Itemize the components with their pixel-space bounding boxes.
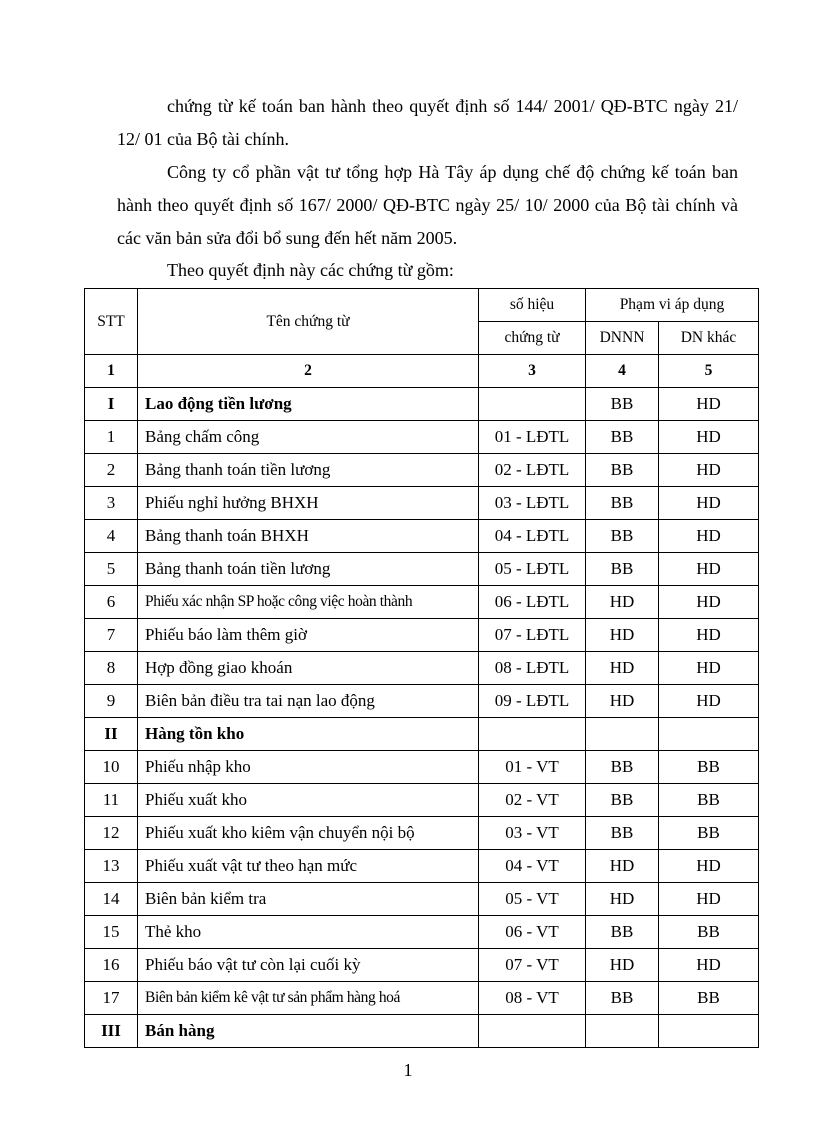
company-policy-paragraph: Công ty cổ phần vật tư tổng hợp Hà Tây áp dụng chế độ chứng kế toán ban hành theo quyết định số 167/ 2000/ QĐ-BTC ngày 25/ 10/ 2000 của Bộ tài chính và các văn bản sửa đổi bổ sung đến hết năm 2005.: [117, 162, 738, 248]
intro-paragraph-continued: chứng từ kế toán ban hành theo quyết định số 144/ 2001/ QĐ-BTC ngày 21/ 12/ 01 của Bộ tài chính.: [117, 96, 738, 149]
row-document-name: Thẻ kho: [138, 916, 479, 949]
row-dnnn-scope: BB: [586, 553, 659, 586]
row-document-code: [479, 1015, 586, 1048]
row-dn-other-scope: BB: [659, 784, 759, 817]
row-dnnn-scope: BB: [586, 487, 659, 520]
row-document-code: [479, 718, 586, 751]
row-stt: 4: [85, 520, 138, 553]
row-document-code: 04 - VT: [479, 850, 586, 883]
row-dn-other-scope: [659, 1015, 759, 1048]
row-dnnn-scope: [586, 718, 659, 751]
documents-table-body: [85, 388, 759, 1048]
row-stt: 5: [85, 553, 138, 586]
column-index-row: [85, 355, 759, 388]
row-dnnn-scope: [586, 1015, 659, 1048]
row-dn-other-scope: BB: [659, 916, 759, 949]
row-document-code: 04 - LĐTL: [479, 520, 586, 553]
row-document-name: Phiếu xác nhận SP hoặc công việc hoàn thành: [138, 586, 479, 619]
row-stt: 12: [85, 817, 138, 850]
row-document-name: Phiếu xuất vật tư theo hạn mức: [138, 850, 479, 883]
header-stt: STT: [85, 289, 138, 355]
row-dnnn-scope: BB: [586, 454, 659, 487]
row-document-code: 01 - VT: [479, 751, 586, 784]
row-document-name: Biên bản kiểm tra: [138, 883, 479, 916]
row-dnnn-scope: BB: [586, 982, 659, 1015]
index-cell: 4: [586, 355, 659, 388]
row-stt: III: [85, 1015, 138, 1048]
row-dn-other-scope: BB: [659, 751, 759, 784]
section-row: [85, 1015, 759, 1048]
row-stt: 10: [85, 751, 138, 784]
row-document-name: Biên bản kiểm kê vật tư sản phẩm hàng hoá: [138, 982, 479, 1015]
row-dn-other-scope: HD: [659, 949, 759, 982]
row-dnnn-scope: HD: [586, 949, 659, 982]
row-document-code: 07 - VT: [479, 949, 586, 982]
row-stt: 15: [85, 916, 138, 949]
row-document-name: Phiếu báo làm thêm giờ: [138, 619, 479, 652]
row-document-code: 03 - LĐTL: [479, 487, 586, 520]
row-dn-other-scope: BB: [659, 817, 759, 850]
row-document-name: Phiếu xuất kho kiêm vận chuyển nội bộ: [138, 817, 479, 850]
row-document-code: 08 - VT: [479, 982, 586, 1015]
table-row: [85, 850, 759, 883]
table-row: [85, 586, 759, 619]
header-dnnn: DNNN: [586, 322, 659, 355]
row-document-name: Lao động tiền lương: [138, 388, 479, 421]
table-row: [85, 949, 759, 982]
row-dnnn-scope: BB: [586, 784, 659, 817]
page-number: 1: [403, 1060, 413, 1080]
table-row: [85, 751, 759, 784]
row-dn-other-scope: HD: [659, 487, 759, 520]
section-row: [85, 718, 759, 751]
row-stt: 13: [85, 850, 138, 883]
table-row: [85, 421, 759, 454]
row-document-name: Phiếu xuất kho: [138, 784, 479, 817]
row-document-name: Hợp đồng giao khoán: [138, 652, 479, 685]
table-row: [85, 652, 759, 685]
row-document-name: Bán hàng: [138, 1015, 479, 1048]
header-scope: Phạm vi áp dụng: [586, 289, 759, 322]
documents-list-intro: Theo quyết định này các chứng từ gồm:: [167, 260, 454, 280]
row-stt: 17: [85, 982, 138, 1015]
index-cell: 2: [138, 355, 479, 388]
row-stt: II: [85, 718, 138, 751]
row-dnnn-scope: BB: [586, 520, 659, 553]
row-dn-other-scope: HD: [659, 619, 759, 652]
row-document-code: 02 - LĐTL: [479, 454, 586, 487]
row-dnnn-scope: HD: [586, 883, 659, 916]
header-dn-other: DN khác: [659, 322, 759, 355]
row-document-name: Bảng thanh toán tiền lương: [138, 553, 479, 586]
row-dnnn-scope: HD: [586, 586, 659, 619]
row-dnnn-scope: HD: [586, 619, 659, 652]
row-document-code: 03 - VT: [479, 817, 586, 850]
section-row: [85, 388, 759, 421]
table-row: [85, 685, 759, 718]
row-document-code: 09 - LĐTL: [479, 685, 586, 718]
row-stt: 1: [85, 421, 138, 454]
row-dn-other-scope: HD: [659, 421, 759, 454]
row-document-code: 01 - LĐTL: [479, 421, 586, 454]
row-stt: 6: [85, 586, 138, 619]
row-document-code: [479, 388, 586, 421]
row-dn-other-scope: BB: [659, 982, 759, 1015]
row-document-name: Phiếu báo vật tư còn lại cuối kỳ: [138, 949, 479, 982]
table-row: [85, 619, 759, 652]
row-stt: 11: [85, 784, 138, 817]
row-stt: 3: [85, 487, 138, 520]
row-dn-other-scope: HD: [659, 685, 759, 718]
row-document-code: 08 - LĐTL: [479, 652, 586, 685]
row-stt: 14: [85, 883, 138, 916]
table-row: [85, 487, 759, 520]
row-document-code: 07 - LĐTL: [479, 619, 586, 652]
index-cell: 5: [659, 355, 759, 388]
row-document-name: Phiếu nhập kho: [138, 751, 479, 784]
row-dnnn-scope: HD: [586, 850, 659, 883]
row-document-name: Bảng thanh toán tiền lương: [138, 454, 479, 487]
table-row: [85, 454, 759, 487]
row-stt: I: [85, 388, 138, 421]
row-document-code: 05 - LĐTL: [479, 553, 586, 586]
header-code-line1: số hiệu: [479, 289, 586, 322]
row-stt: 16: [85, 949, 138, 982]
row-dnnn-scope: BB: [586, 751, 659, 784]
row-dn-other-scope: HD: [659, 454, 759, 487]
index-cell: 3: [479, 355, 586, 388]
row-document-code: 05 - VT: [479, 883, 586, 916]
row-dnnn-scope: HD: [586, 652, 659, 685]
header-document-name: Tên chứng từ: [138, 289, 479, 355]
table-row: [85, 784, 759, 817]
table-row: [85, 817, 759, 850]
table-row: [85, 916, 759, 949]
row-document-code: 06 - LĐTL: [479, 586, 586, 619]
table-row: [85, 553, 759, 586]
row-dnnn-scope: BB: [586, 421, 659, 454]
row-document-name: Bảng thanh toán BHXH: [138, 520, 479, 553]
row-document-name: Phiếu nghỉ hưởng BHXH: [138, 487, 479, 520]
header-code-line2: chứng từ: [479, 322, 586, 355]
row-dn-other-scope: HD: [659, 586, 759, 619]
row-dn-other-scope: HD: [659, 883, 759, 916]
row-dn-other-scope: HD: [659, 388, 759, 421]
row-dnnn-scope: BB: [586, 388, 659, 421]
row-stt: 7: [85, 619, 138, 652]
row-stt: 8: [85, 652, 138, 685]
table-row: [85, 883, 759, 916]
row-stt: 9: [85, 685, 138, 718]
table-row: [85, 982, 759, 1015]
row-dn-other-scope: HD: [659, 652, 759, 685]
documents-table: [84, 288, 759, 1048]
row-document-name: Bảng chấm công: [138, 421, 479, 454]
table-row: [85, 520, 759, 553]
row-dn-other-scope: HD: [659, 553, 759, 586]
row-dn-other-scope: HD: [659, 850, 759, 883]
row-document-code: 06 - VT: [479, 916, 586, 949]
row-document-name: Hàng tồn kho: [138, 718, 479, 751]
row-dnnn-scope: HD: [586, 685, 659, 718]
row-document-code: 02 - VT: [479, 784, 586, 817]
row-dn-other-scope: [659, 718, 759, 751]
index-cell: 1: [85, 355, 138, 388]
row-document-name: Biên bản điều tra tai nạn lao động: [138, 685, 479, 718]
row-dnnn-scope: BB: [586, 916, 659, 949]
row-stt: 2: [85, 454, 138, 487]
row-dnnn-scope: BB: [586, 817, 659, 850]
row-dn-other-scope: HD: [659, 520, 759, 553]
